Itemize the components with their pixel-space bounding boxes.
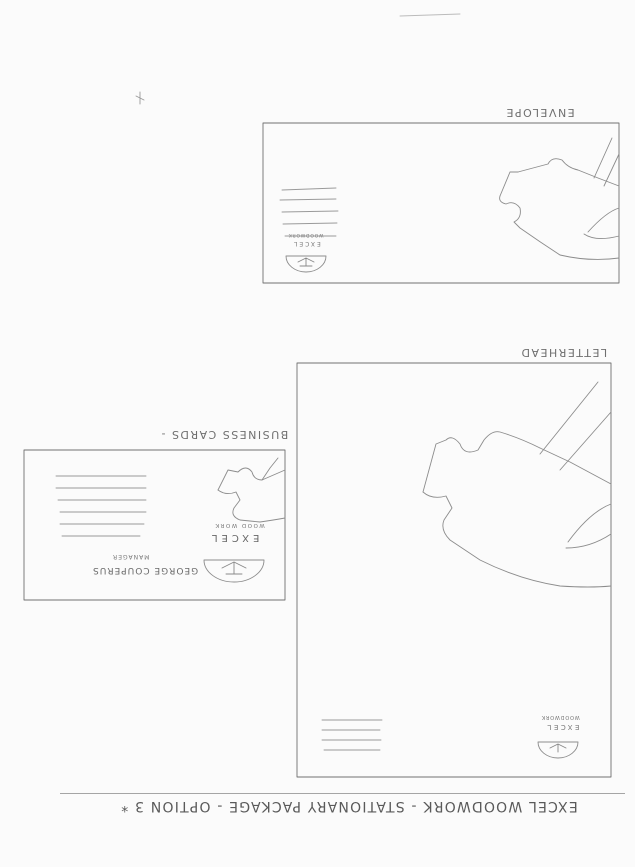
letterhead-finger	[568, 504, 611, 542]
letterhead-cuff-line-2	[560, 412, 611, 470]
envelope-hand-top	[518, 159, 619, 186]
letterhead-puzzle-top	[423, 432, 540, 492]
business-card-lines	[56, 476, 146, 536]
business-card-person-title: MANAGER	[112, 553, 150, 560]
letterhead-puzzle-body	[423, 492, 611, 587]
business-card-logo-name: EXCEL	[208, 532, 260, 543]
footer-rule	[60, 793, 625, 794]
letterhead-logo-name: EXCEL	[545, 723, 580, 731]
envelope-logo-tagline: WOODWORK	[288, 232, 324, 237]
stray-mark-top	[400, 14, 460, 16]
letterhead-cuff-line-1	[540, 382, 598, 454]
letterhead-hand-top	[540, 448, 611, 484]
business-card-person-name: GEORGE COUPERUS	[92, 565, 199, 575]
envelope-puzzle-body	[500, 196, 619, 259]
business-card-label: BUSINESS CARDS -	[160, 428, 289, 441]
envelope-cuff-line-1	[594, 138, 612, 178]
envelope-address-lines	[280, 188, 338, 236]
envelope-finger-lower	[584, 234, 619, 239]
letterhead-footer-lines	[322, 720, 382, 750]
envelope-finger	[588, 208, 619, 232]
business-card-puzzle-top	[218, 458, 278, 490]
envelope-puzzle-top	[500, 172, 518, 196]
business-card-logo-tagline: WOOD WORK	[214, 522, 265, 528]
sheet-title: EXCEL WOODWORK - STATIONARY PACKAGE - OPTION 3 *	[120, 798, 578, 814]
business-card-puzzle-body	[218, 490, 285, 522]
envelope-logo-name: EXCEL	[292, 240, 321, 247]
letterhead-logo-tagline: WOODWORK	[541, 714, 580, 720]
stray-asterisk	[136, 92, 144, 104]
letterhead-label: LETTERHEAD	[520, 346, 608, 359]
envelope-cuff-line-2	[604, 154, 619, 186]
envelope-label: ENVELOPE	[505, 106, 575, 119]
envelope-sketch	[263, 123, 619, 283]
envelope-frame	[263, 123, 619, 283]
